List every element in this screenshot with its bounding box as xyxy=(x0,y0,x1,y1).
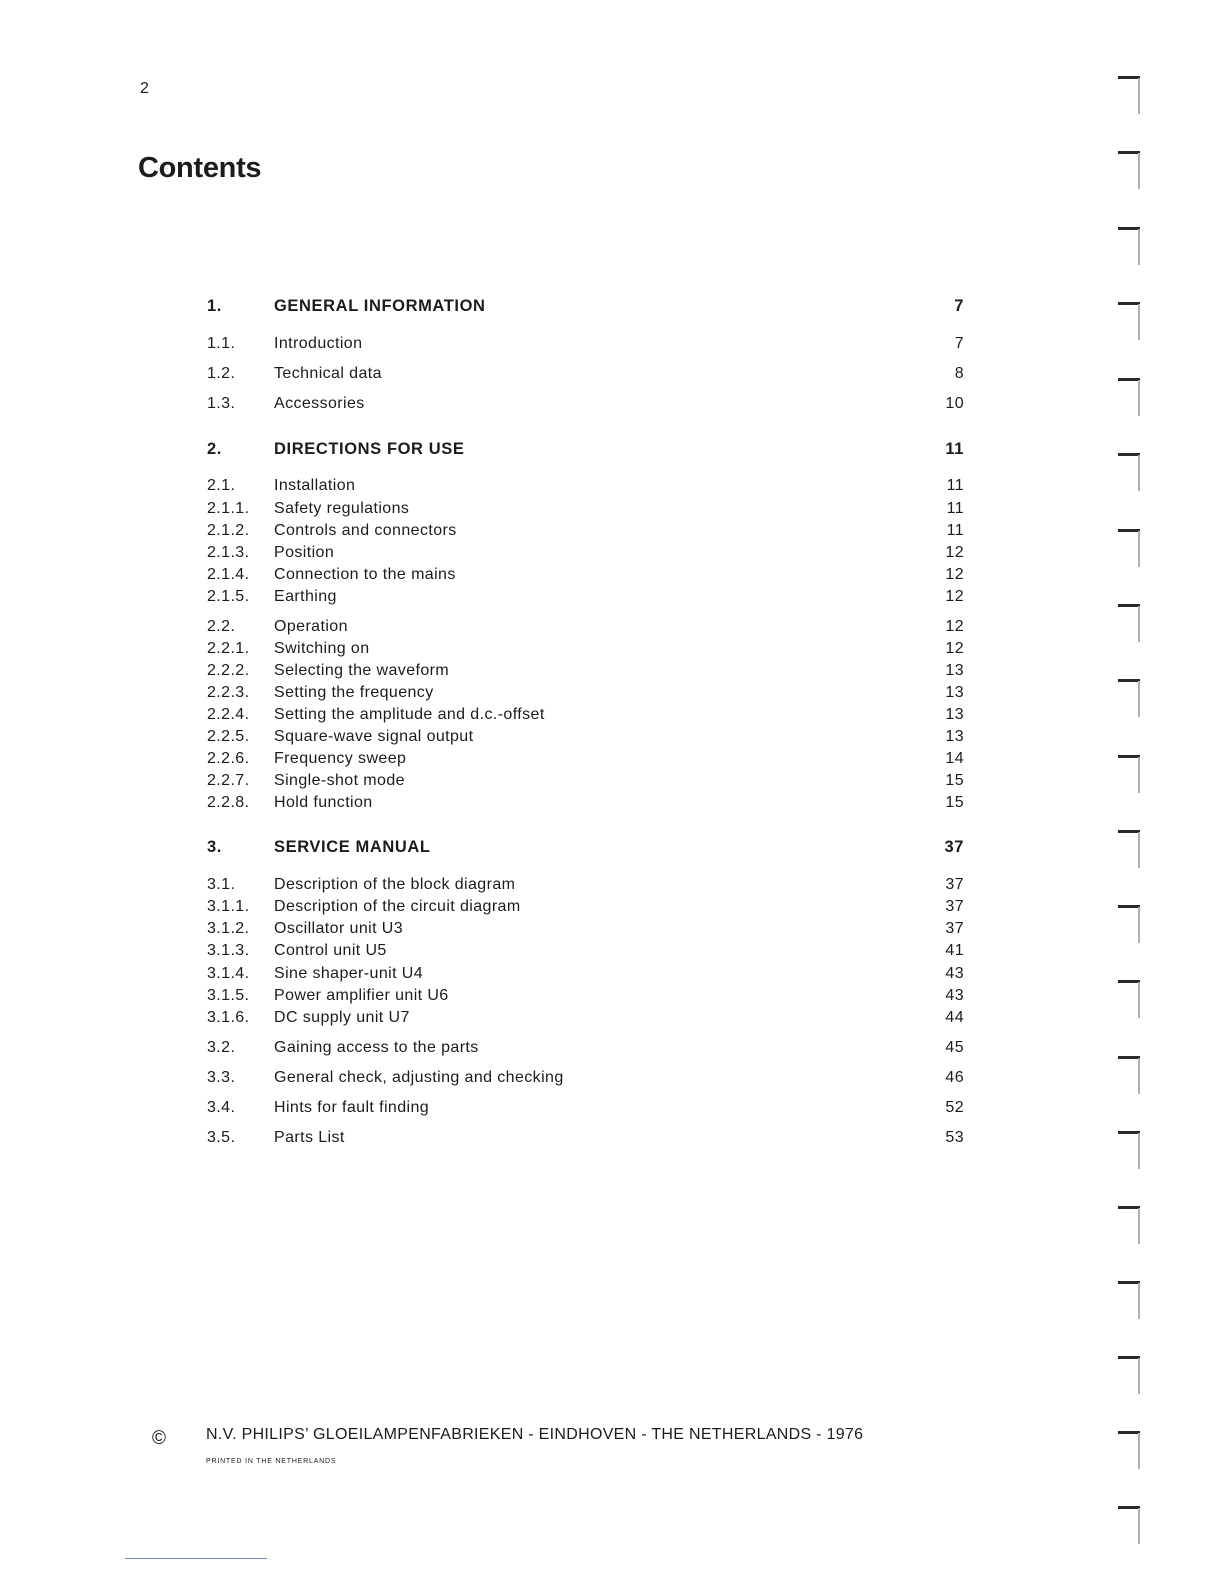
toc-title: Selecting the waveform xyxy=(274,662,450,679)
page-title: Contents xyxy=(138,152,262,184)
toc-title: Safety regulations xyxy=(274,500,410,517)
toc-page: 13 xyxy=(945,662,964,679)
toc-entry xyxy=(207,395,964,417)
toc-page: 52 xyxy=(945,1099,964,1116)
toc-entry xyxy=(207,662,964,684)
toc-number: 3.1.2. xyxy=(207,920,250,937)
toc-entry xyxy=(207,987,964,1009)
toc-page: 14 xyxy=(945,750,964,767)
toc-entry xyxy=(207,544,964,566)
toc-title: Installation xyxy=(274,477,356,494)
toc-entry xyxy=(207,1009,964,1031)
toc-page: 44 xyxy=(945,1009,964,1026)
toc-page: 7 xyxy=(954,335,964,352)
toc-page: 11 xyxy=(945,440,964,458)
toc-number: 3.5. xyxy=(207,1129,236,1146)
toc-page: 10 xyxy=(945,395,964,412)
toc-entry xyxy=(207,1099,964,1121)
toc-entry xyxy=(207,335,964,357)
toc-number: 3.1. xyxy=(207,876,236,893)
toc-entry xyxy=(207,618,964,640)
toc-number: 2.2. xyxy=(207,618,236,635)
publisher-line: N.V. PHILIPS’ GLOEILAMPENFABRIEKEN - EINDHOVEN - THE NETHERLANDS - 1976 xyxy=(206,1426,864,1443)
toc-page: 43 xyxy=(945,987,964,1004)
bottom-rule xyxy=(125,1558,267,1559)
toc-title: General check, adjusting and checking xyxy=(274,1069,564,1086)
toc-entry xyxy=(207,750,964,772)
toc-entry xyxy=(207,477,964,499)
toc-number: 2. xyxy=(207,440,222,458)
toc-title: Setting the frequency xyxy=(274,684,434,701)
toc-entry xyxy=(207,1069,964,1091)
toc-page: 43 xyxy=(945,965,964,982)
toc-page: 12 xyxy=(945,618,964,635)
toc-title: Gaining access to the parts xyxy=(274,1039,479,1056)
toc-number: 1.2. xyxy=(207,365,236,382)
toc-entry xyxy=(207,684,964,706)
toc-number: 2.2.6. xyxy=(207,750,250,767)
toc-page: 45 xyxy=(945,1039,964,1056)
toc-title: Operation xyxy=(274,618,348,635)
toc-entry xyxy=(207,566,964,588)
toc-page: 13 xyxy=(945,728,964,745)
toc-entry xyxy=(207,920,964,942)
toc-entry xyxy=(207,500,964,522)
toc-number: 3.2. xyxy=(207,1039,236,1056)
toc-number: 1. xyxy=(207,297,222,315)
toc-entry xyxy=(207,588,964,610)
toc-page: 11 xyxy=(946,500,964,517)
toc-page: 37 xyxy=(944,838,964,856)
toc-page: 7 xyxy=(954,297,964,315)
toc-title: Position xyxy=(274,544,335,561)
toc-number: 2.2.5. xyxy=(207,728,250,745)
toc-number: 2.1.5. xyxy=(207,588,250,605)
toc-number: 3.4. xyxy=(207,1099,236,1116)
toc-entry xyxy=(207,1039,964,1061)
toc-number: 3.1.3. xyxy=(207,942,250,959)
toc-number: 2.2.7. xyxy=(207,772,250,789)
toc-title: Controls and connectors xyxy=(274,522,457,539)
toc-page: 37 xyxy=(945,898,964,915)
toc-entry xyxy=(207,772,964,794)
toc-title: DIRECTIONS FOR USE xyxy=(274,440,465,458)
toc-title: Frequency sweep xyxy=(274,750,407,767)
toc-page: 12 xyxy=(945,640,964,657)
toc-title: DC supply unit U7 xyxy=(274,1009,410,1026)
toc-page: 41 xyxy=(945,942,964,959)
toc-page: 12 xyxy=(945,566,964,583)
toc-page: 37 xyxy=(945,876,964,893)
toc-entry xyxy=(207,1129,964,1151)
toc-page: 8 xyxy=(954,365,964,382)
toc-page: 37 xyxy=(945,920,964,937)
copyright-symbol: © xyxy=(152,1428,166,1449)
toc-entry xyxy=(207,706,964,728)
page-number: 2 xyxy=(140,80,149,97)
toc-number: 2.2.1. xyxy=(207,640,250,657)
toc-page: 11 xyxy=(946,522,964,539)
toc-number: 2.1. xyxy=(207,477,236,494)
toc-number: 2.1.1. xyxy=(207,500,250,517)
toc-number: 3.1.5. xyxy=(207,987,250,1004)
toc-page: 13 xyxy=(945,706,964,723)
toc-title: Hold function xyxy=(274,794,373,811)
toc-title: SERVICE MANUAL xyxy=(274,838,431,856)
toc-title: Power amplifier unit U6 xyxy=(274,987,449,1004)
toc-number: 3.3. xyxy=(207,1069,236,1086)
toc-entry xyxy=(207,640,964,662)
toc-title: Oscillator unit U3 xyxy=(274,920,404,937)
toc-number: 2.2.8. xyxy=(207,794,250,811)
toc-title: Description of the block diagram xyxy=(274,876,516,893)
toc-number: 2.2.3. xyxy=(207,684,250,701)
toc-entry xyxy=(207,942,964,964)
toc-number: 1.1. xyxy=(207,335,236,352)
toc-entry xyxy=(207,365,964,387)
toc-section xyxy=(207,440,964,462)
toc-section xyxy=(207,838,964,860)
toc-title: Single-shot mode xyxy=(274,772,405,789)
toc-title: GENERAL INFORMATION xyxy=(274,297,486,315)
toc-page: 53 xyxy=(945,1129,964,1146)
toc-entry xyxy=(207,876,964,898)
toc-entry xyxy=(207,728,964,750)
toc-number: 3.1.4. xyxy=(207,965,250,982)
toc-page: 11 xyxy=(946,477,964,494)
toc-number: 2.2.2. xyxy=(207,662,250,679)
toc-title: Introduction xyxy=(274,335,363,352)
toc-title: Parts List xyxy=(274,1129,345,1146)
toc-entry xyxy=(207,898,964,920)
printed-note: PRINTED IN THE NETHERLANDS xyxy=(206,1458,337,1465)
toc-title: Connection to the mains xyxy=(274,566,456,583)
toc-number: 2.2.4. xyxy=(207,706,250,723)
toc-number: 3. xyxy=(207,838,222,856)
toc-number: 1.3. xyxy=(207,395,236,412)
toc-title: Description of the circuit diagram xyxy=(274,898,521,915)
toc-title: Hints for fault finding xyxy=(274,1099,430,1116)
toc-title: Accessories xyxy=(274,395,365,412)
toc-page: 15 xyxy=(945,794,964,811)
toc-title: Setting the amplitude and d.c.-offset xyxy=(274,706,545,723)
toc-number: 2.1.2. xyxy=(207,522,250,539)
toc-number: 3.1.1. xyxy=(207,898,250,915)
toc-title: Switching on xyxy=(274,640,370,657)
toc-page: 13 xyxy=(945,684,964,701)
toc-entry xyxy=(207,522,964,544)
toc-title: Sine shaper-unit U4 xyxy=(274,965,424,982)
toc-entry xyxy=(207,794,964,816)
toc-title: Square-wave signal output xyxy=(274,728,474,745)
toc-number: 3.1.6. xyxy=(207,1009,250,1026)
toc-page: 12 xyxy=(945,544,964,561)
toc-page: 15 xyxy=(945,772,964,789)
toc-title: Control unit U5 xyxy=(274,942,387,959)
toc-number: 2.1.3. xyxy=(207,544,250,561)
toc-section xyxy=(207,297,964,319)
toc-number: 2.1.4. xyxy=(207,566,250,583)
toc-page: 12 xyxy=(945,588,964,605)
toc-page: 46 xyxy=(945,1069,964,1086)
toc-title: Technical data xyxy=(274,365,382,382)
binder-tab-marks xyxy=(1112,0,1172,1584)
toc-entry xyxy=(207,965,964,987)
toc-title: Earthing xyxy=(274,588,337,605)
